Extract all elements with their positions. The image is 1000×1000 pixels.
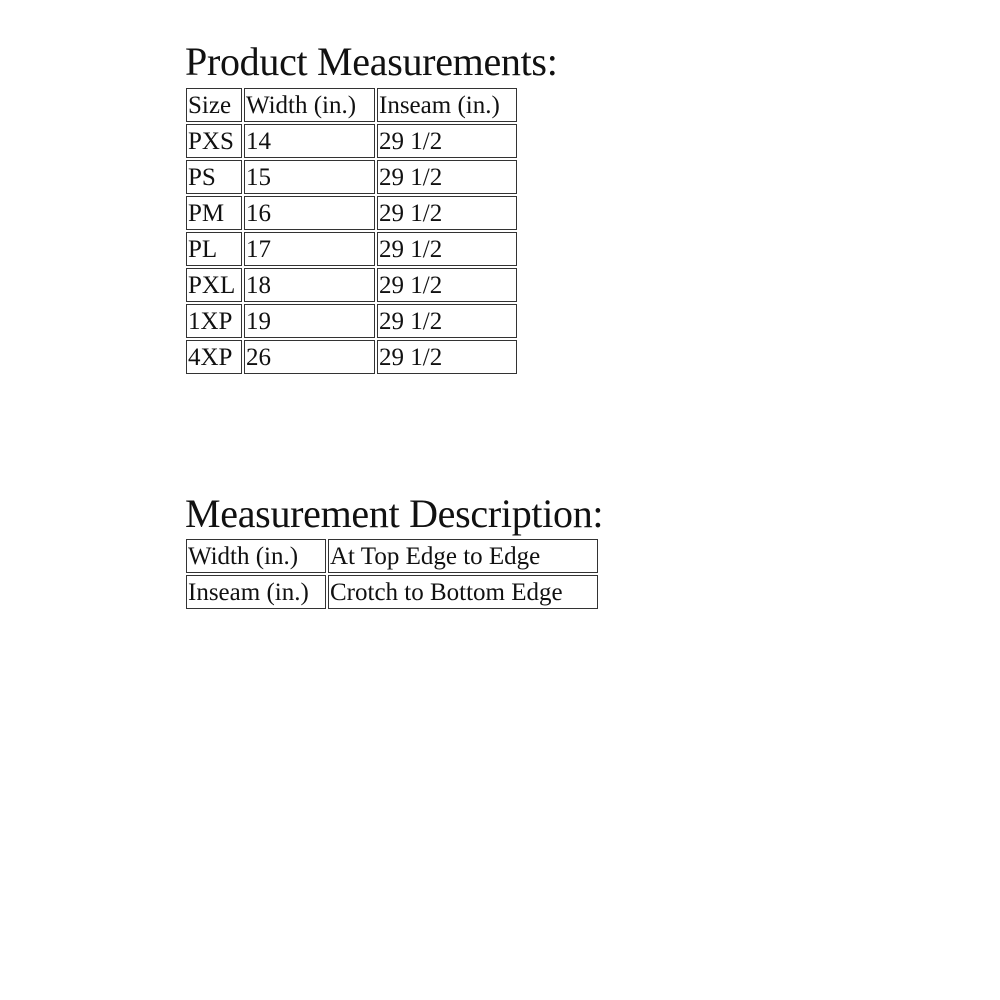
table-row (186, 304, 517, 338)
measurement-text-cell: At Top Edge to Edge (328, 539, 598, 573)
product-measurements-table (184, 86, 519, 376)
inseam-cell: 29 1/2 (377, 232, 517, 266)
table-row (186, 232, 517, 266)
table-row (186, 268, 517, 302)
table-row (186, 539, 598, 573)
column-header-size: Size (186, 88, 242, 122)
size-cell: PS (186, 160, 242, 194)
table-header-row (186, 88, 517, 122)
width-cell: 17 (244, 232, 375, 266)
inseam-cell: 29 1/2 (377, 124, 517, 158)
measurement-description-heading: Measurement Description: (185, 491, 604, 536)
table-row (186, 575, 598, 609)
table-row (186, 340, 517, 374)
size-cell: PL (186, 232, 242, 266)
table-row (186, 196, 517, 230)
inseam-cell: 29 1/2 (377, 304, 517, 338)
size-cell: PM (186, 196, 242, 230)
table-row (186, 124, 517, 158)
column-header-inseam: Inseam (in.) (377, 88, 517, 122)
inseam-cell: 29 1/2 (377, 340, 517, 374)
measurement-name-cell: Width (in.) (186, 539, 326, 573)
size-cell: PXS (186, 124, 242, 158)
width-cell: 15 (244, 160, 375, 194)
measurement-description-table (184, 537, 600, 611)
width-cell: 16 (244, 196, 375, 230)
width-cell: 26 (244, 340, 375, 374)
size-cell: 4XP (186, 340, 242, 374)
column-header-width: Width (in.) (244, 88, 375, 122)
inseam-cell: 29 1/2 (377, 268, 517, 302)
width-cell: 14 (244, 124, 375, 158)
table-row (186, 160, 517, 194)
product-measurements-heading: Product Measurements: (185, 39, 558, 84)
inseam-cell: 29 1/2 (377, 196, 517, 230)
size-cell: 1XP (186, 304, 242, 338)
width-cell: 19 (244, 304, 375, 338)
width-cell: 18 (244, 268, 375, 302)
inseam-cell: 29 1/2 (377, 160, 517, 194)
measurement-name-cell: Inseam (in.) (186, 575, 326, 609)
size-cell: PXL (186, 268, 242, 302)
measurement-text-cell: Crotch to Bottom Edge (328, 575, 598, 609)
